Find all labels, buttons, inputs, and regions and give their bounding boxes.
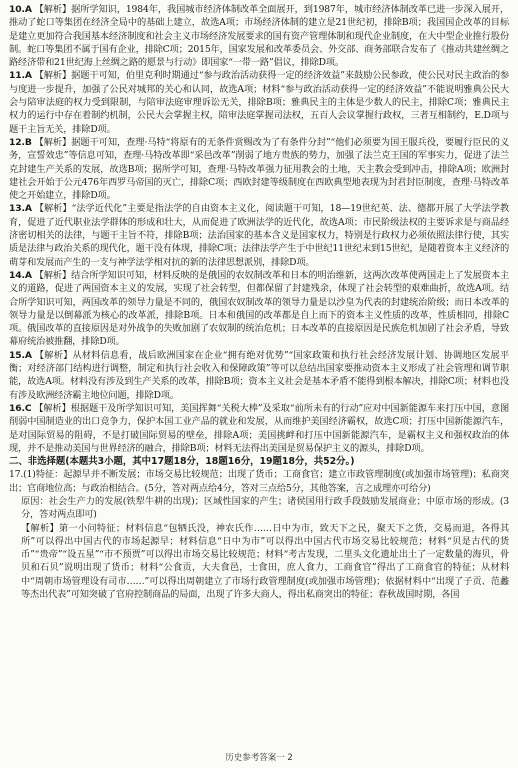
section-title: 二、非选择题(本题共3小题，其中17题18分，18题16分，19题18分，共52分。) xyxy=(9,456,355,468)
answer-17-reasons: 原因：社会生产力的发展(铁犁牛耕的出现)；区域性国家的产生；诸侯国用行政手段鼓励发展商业；中原市场的形成。(3分，答对两点即可) xyxy=(21,495,509,521)
answer-17 xyxy=(9,468,509,601)
answer-16: 16.C 【解析】根据题干及所学知识可知，美国挥舞“关税大棒”及采取“前所未有的行动”应对中国新能源车来打压中国，意图削弱中国制造业的出口竞争力，保护本国工业产品的就业和发展，从而维护美国经济霸权，故选C项；打压中国新能源汽车，是对国际贸易的阻碍，不是打破国际贸易的壁垒，排除A项；美国挑衅和打压中国新能源汽车，是霸权主义和强权政治的体现，并不是推动美国与世界经济的融合，排除B项；材料无法得出美国是贸易保护主义的源头，排除D项。 xyxy=(9,402,509,454)
answer-11: 11.A 【解析】据题干可知，伯里克利时期通过“参与政治活动获得一定的经济效益”来鼓励公民参政，使公民对民主政治的参与度进一步提升，加强了公民对城邦的关心和认同，故选A项；材料“参与政治活动获得一定的经济效益”不能说明雅典公民大会与陪审法庭的权力受到限制，与陪审法庭审理诉讼无关，排除B项；雅典民主的主体是少数人的民主，排除C项；雅典民主权力的运行中存在着制约机制，公民大会掌握主权，陪审法庭掌握司法权，五百人会议掌握行政权，三者互相制约，E.D项与题干主旨无关，排除D项。 xyxy=(9,70,509,135)
answer-12: 12.B 【解析】据题干可知，查理·马特“将原有的无条件赏赐改为了有条件分封”“他们必须要为国王服兵役，要履行臣民的义务，宣誓效忠”等信息可知，查理·马特改革即“采邑改革”削弱了地方贵族的势力，加强了法兰克王国的军事实力，促进了法兰克封建生产关系的发展，故选B项；据所学可知，查理·马特改革强力征用教会的土地，天主教会受到冲击，排除A项；欧洲封建社会开始于公元476年西罗马帝国的灭亡，排除C项；西欧封建等级制度在西欧典型地表现为封君封臣制度，查理·马特改革使之开始建立，排除D项。 xyxy=(9,136,509,202)
multiple-choice-answers xyxy=(9,3,509,455)
answer-10: 10.A 【解析】据所学知识，1984年，我国城市经济体制改革全面展开，到1987年，城市经济体制改革已进一步深入展开，推动了蛇口等集团在经济全局中的基础上建立，故选A项；市场经济体制的建立是21世纪初，排除B项；我国国企改革的目标是建立更加符合我国基本经济制度和社会主义市场经济发展要求的国有资产管理体制和现代企业制度，在大中型企业推行股份制。蛇口等集团不属于国有企业，排除C项；2015年，国家发展和改革委员会、外交部、商务部联合发布了《推动共建丝绸之路经济带和21世纪海上丝绸之路的愿景与行动》即国家“一带一路”倡议，排除D项。 xyxy=(9,4,509,69)
answer-15: 15.A 【解析】从材料信息看，战后欧洲国家在企业“拥有绝对优势”“国家政策和执行社会经济发展计划、协调地区发展平衡；对经济部门结构进行调整，制定和执行社会收入和保障政策”等可以总结出国家要推动资本主义形成了社会管理和调节职能，故选A项。材料没有涉及到生产关系的改革，排除B项；资本主义社会是基本矛盾不能得到根本解决，排除C项；材料也没有涉及欧洲经济霸主地位问题，排除D项。 xyxy=(9,349,509,401)
page-footer: 历史参考答案一 2 xyxy=(225,753,293,763)
answer-17-part1: 17.(1)特征：起源早并不断发展；市场交易比较规范；出现了货币；工商食官；建立市政管理制度(或加强市场管理)；私商突出；官商地位高；与政治相结合。(5分，答对两点给4分，答对三点给5分，其他答案，言之成理亦可给分) xyxy=(9,469,509,494)
answer-14: 14.A 【解析】结合所学知识可知，材料反映的是俄国的农奴制改革和日本的明治维新，这两次改革使两国走上了发展资本主义的道路，促进了两国资本主义的发展，实现了社会转型，但都保留了封建残余，体现了社会转型的艰难曲折，故选A项。结合所学知识可知，两国改革的领导力量是不同的，俄国农奴制改革的领导力量是以沙皇为代表的封建统治阶级；而日本改革的领导力量是以倒幕派为核心的改革派，排除B项。日本和俄国的改革都是自上而下的资本主义性质的改革，性质相同，排除C项。俄国改革的直接原因是对外战争的失败加剧了农奴制的统治危机；日本改革的直接原因是民族危机加剧了社会矛盾，导致幕府统治被推翻，排除D项。 xyxy=(9,269,509,348)
answer-17-analysis: 【解析】第一小问特征；材料信息“包牺氏没，神农氏作……日中为市，致天下之民，聚天下之货，交易而退，各得其所”可以得出中国古代的市场起源早；材料信息“日中为市”可以得出中国古代市场交易比较规范；材料“贝是古代的货币”“贵帝”“设五星”“市不预贾”可以得出市场交易比较规范；材料“考古发现，二里头文化遗址出土了一定数量的海贝，骨贝和石贝”说明出现了货币；材料“公食贡，大夫食邑，士食田，庶人食力，工商食官”得出了工商食官的特征；从材料中“周朝市场管理设有司市……”可以得出周朝建立了市场行政管理制度(或加强市场管理)；依据材料中“出现了子贡、范蠡等杰出代表”可知突破了官府控制商品的局面，出现了许多大商人，得出私商突出的特征；春秋战国时期，各国 xyxy=(21,522,509,601)
answer-13: 13.A 【解析】“法学近代化”主要是指法学的自由资本主义化，阅读题干可知，18—19世纪英、法、德都开展了大学法学教育，促进了近代职业法学群体的形成和壮大，从而促进了欧洲法学的近代化，故选A项；市民阶级法权的主要诉求是与商品经济密切相关的法律，与题干主旨不符，排除B项；法治国家的基本含义是国家权力，特别是行政权力必须依照法律行使，其实质是法律与政治关系的现代化，题干没有体现，排除C项；法律法学产生于中世纪11世纪末到15世纪，是随着资本主义经济的萌芽和发展而产生的一支与神学法学相对抗的新的法律思想派别，排除D项。 xyxy=(9,203,509,268)
